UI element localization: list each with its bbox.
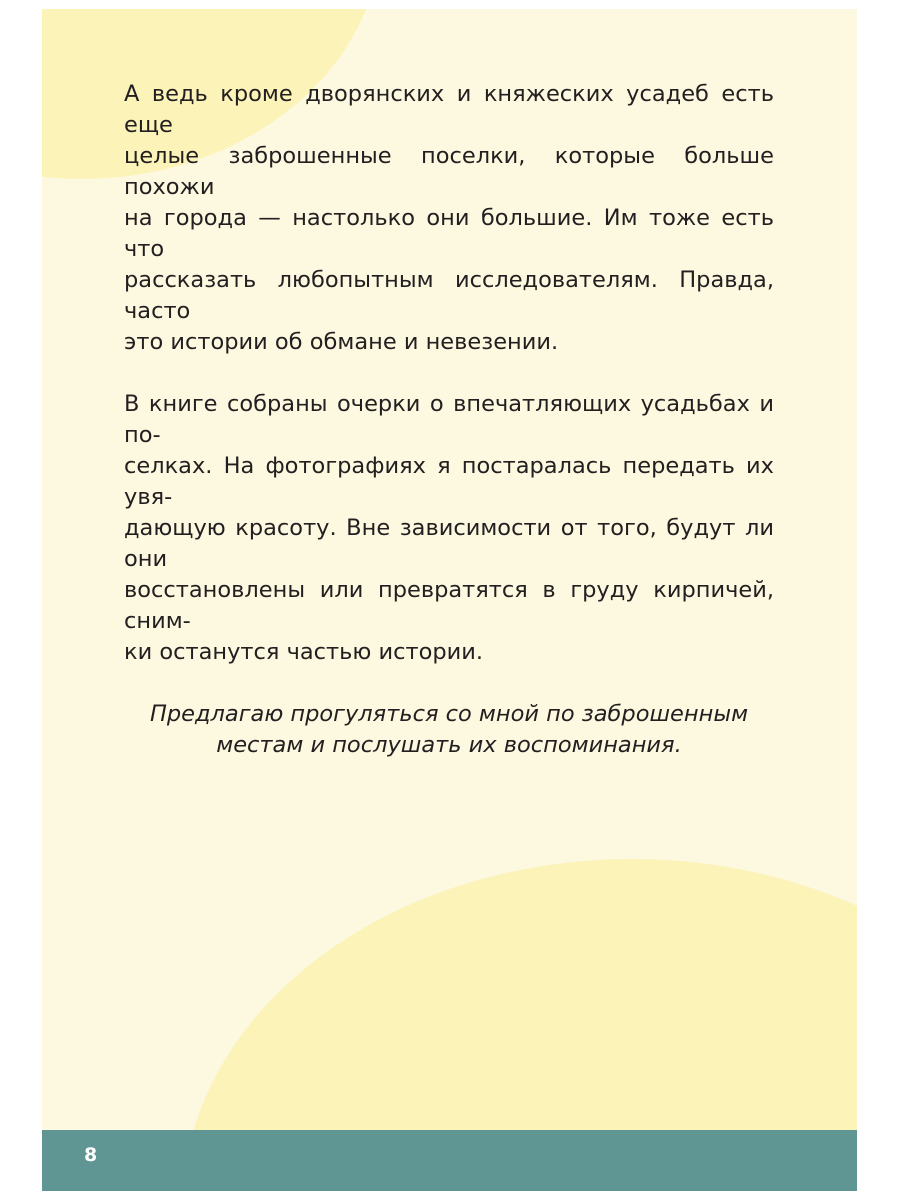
paragraph-2 xyxy=(124,389,774,668)
paragraph-2-line: В книге собраны очерки о впечатляющих усадьбах и по- xyxy=(124,391,774,448)
paragraph-2-line: восстановлены или превратятся в груду кирпичей, сним- xyxy=(124,577,774,634)
page-number: 8 xyxy=(84,1144,98,1166)
paragraph-1-line: это истории об обмане и невезении. xyxy=(124,329,559,355)
paragraph-1-line: целые заброшенные поселки, которые больше похожи xyxy=(124,143,774,200)
paragraph-2-line: дающую красоту. Вне зависимости от того, будут ли они xyxy=(124,515,774,572)
paragraph-1 xyxy=(124,79,774,358)
book-page xyxy=(42,9,857,1191)
quote-line: местам и послушать их воспоминания. xyxy=(216,732,682,758)
paragraph-1-line: рассказать любопытным исследователям. Правда, часто xyxy=(124,267,774,324)
paragraph-2-line: ки останутся частью истории. xyxy=(124,639,484,665)
quote-line: Предлагаю прогуляться со мной по заброшенным xyxy=(149,701,749,727)
footer-bar xyxy=(42,1130,857,1191)
paragraph-1-line: А ведь кроме дворянских и княжеских усадеб есть еще xyxy=(124,81,774,138)
page-body xyxy=(124,79,774,761)
paragraph-2-line: селках. На фотографиях я постаралась передать их увя- xyxy=(124,453,774,510)
closing-quote xyxy=(124,699,774,761)
paragraph-1-line: на города — настолько они большие. Им тоже есть что xyxy=(124,205,774,262)
